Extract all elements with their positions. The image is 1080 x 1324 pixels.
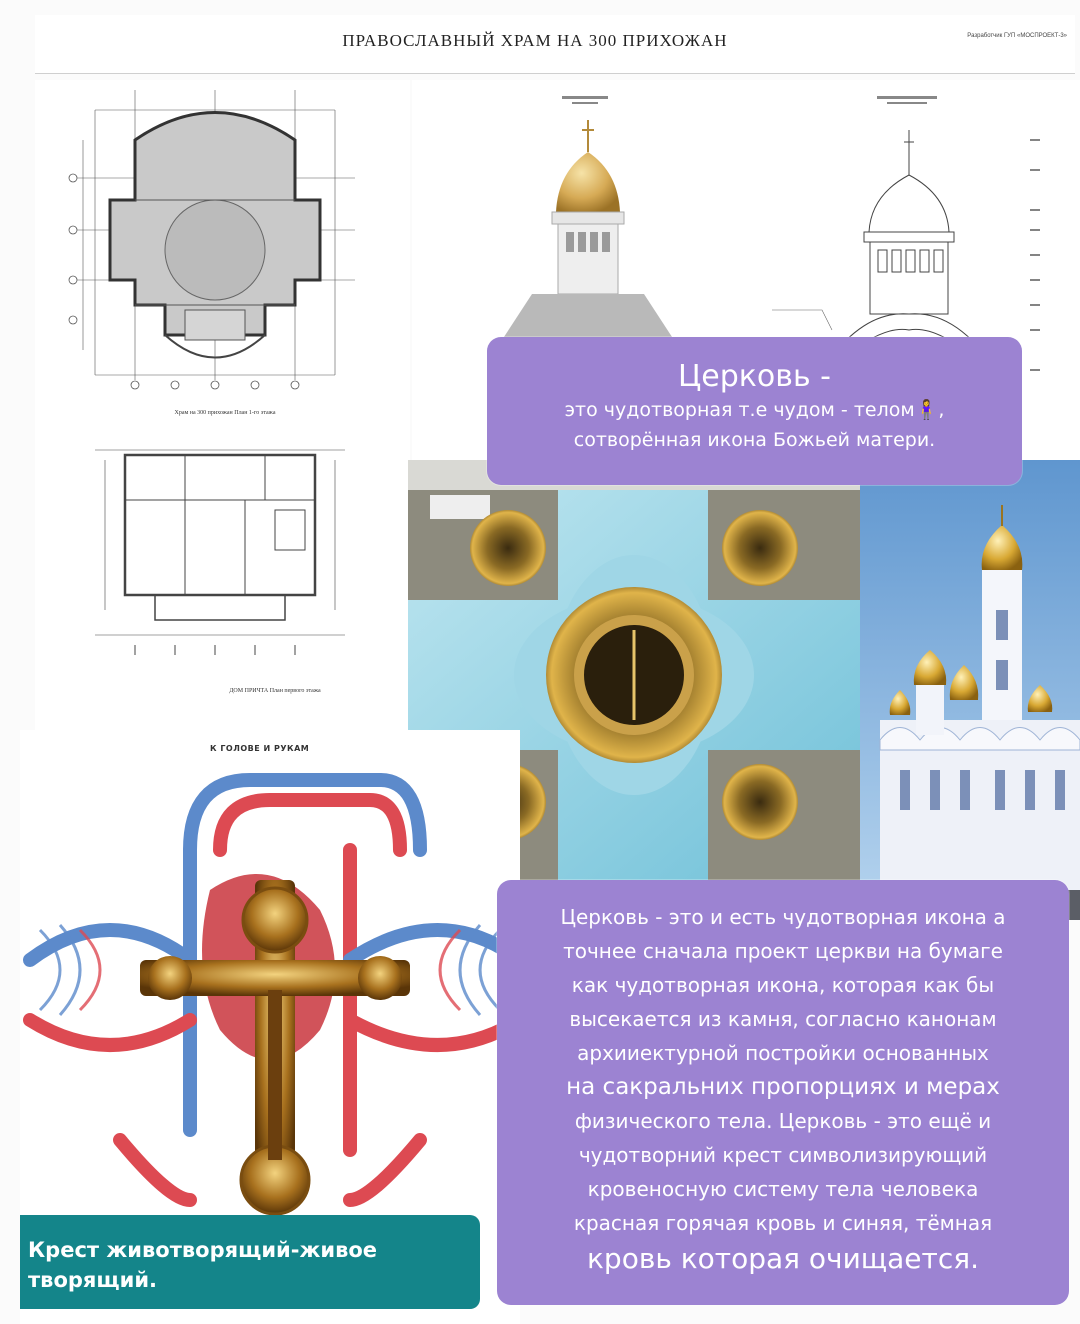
clergy-house-plan	[35, 440, 410, 730]
explanation-line-7: физического тела. Церковь - это ещё и	[574, 1109, 992, 1133]
explanation-line-6: на сакральних пропорциях и мерах	[566, 1074, 1000, 1100]
church-floor-plan	[35, 80, 410, 440]
explanation-line-2: точнее сначала проект церкви на бумаге	[563, 939, 1003, 963]
callout-line-1: это чудотворная т.е чудом - телом🧍‍♀️,	[564, 399, 945, 421]
cross-caption-line-1: Крест животворящий-живое	[28, 1238, 378, 1262]
callout-title: Церковь -	[678, 359, 831, 394]
cathedral-image	[860, 460, 1080, 920]
floor-plan-drawing	[35, 80, 410, 440]
explanation-line-3: как чудотворная икона, которая как бы	[571, 973, 995, 997]
explanation-line-9: кровеносную систему тела человека	[587, 1177, 979, 1201]
explanation-line-4: высекается из камня, согласно канонам	[569, 1007, 997, 1031]
cross-caption-text	[28, 1235, 468, 1295]
cross-caption-line-2: творящий.	[28, 1268, 158, 1292]
explanation-line-11: кровь которая очищается.	[587, 1242, 979, 1275]
church-explanation-callout	[497, 880, 1069, 1305]
cathedral-photo	[860, 460, 1080, 920]
house-caption: ДОМ ПРИЧТА План первого этажа	[229, 688, 321, 694]
church-definition-callout	[487, 337, 1022, 485]
drawing-header	[35, 15, 1075, 74]
explanation-line-10: красная горячая кровь и синяя, тёмная	[573, 1211, 993, 1235]
explanation-line-8: чудотворний крест символизирующий	[578, 1143, 988, 1167]
callout-line-2: сотворённая икона Божьей матери.	[573, 429, 936, 451]
explanation-line-5: архииектурной постройки основанных	[577, 1041, 989, 1065]
anatomy-top-label: К ГОЛОВЕ И РУКАМ	[210, 744, 310, 753]
cross-caption	[20, 1215, 480, 1309]
explanation-line-1: Церковь - это и есть чудотворная икона а	[560, 905, 1006, 929]
page-title: ПРАВОСЛАВНЫЙ ХРАМ НА 300 ПРИХОЖАН	[342, 31, 728, 50]
header-note: Разработчик ГУП «МОСПРОЕКТ-3»	[967, 33, 1067, 39]
plan-caption: Храм на 300 прихожан План 1-го этажа	[174, 410, 276, 416]
house-plan-drawing	[35, 440, 410, 730]
